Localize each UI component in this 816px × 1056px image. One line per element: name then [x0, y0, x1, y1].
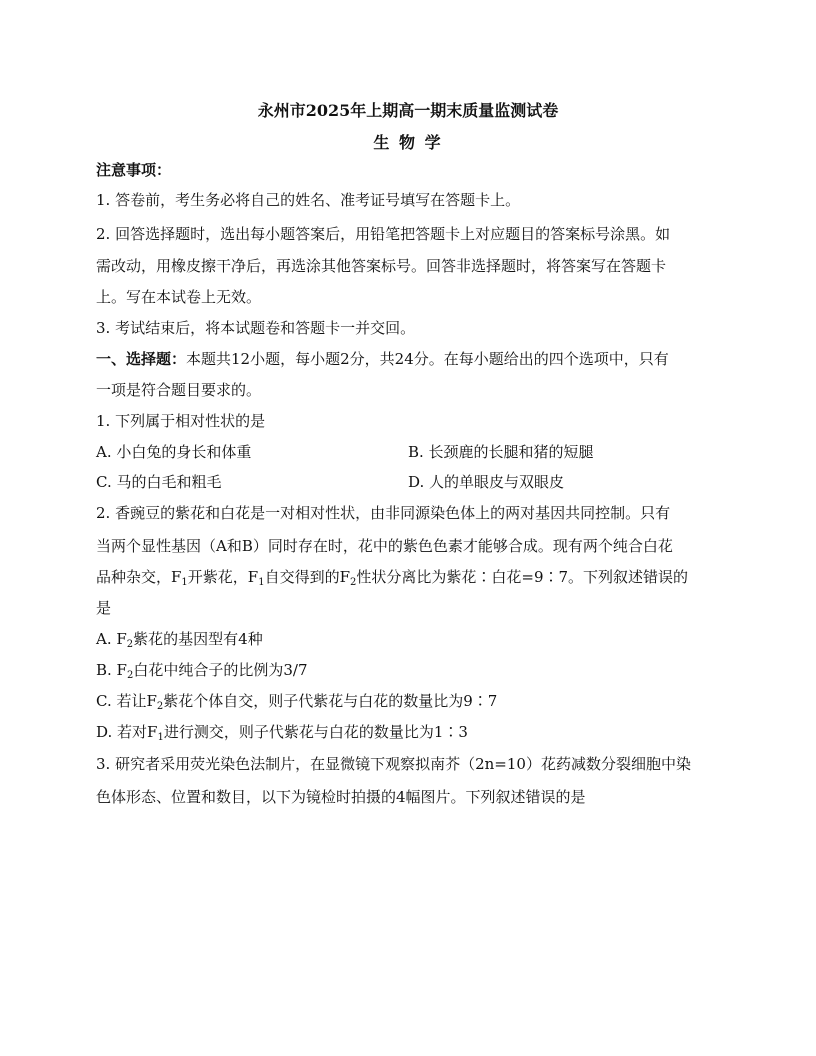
question-2-option-b: B. $F_2$白花中纯合子的比例为3/7 — [96, 661, 308, 681]
notice-heading: 注意事项： — [96, 161, 172, 179]
question-1-option-b: B. 长颈鹿的长腿和猪的短腿 — [408, 443, 594, 461]
notice-item-3: 3. 考试结束后，将本试题卷和答题卡一并交回。 — [96, 319, 416, 337]
question-2-option-a: A. $F_2$紫花的基因型有4种 — [96, 630, 263, 650]
exam-title: 永州市2025年上期高一期末质量监测试卷 — [257, 101, 559, 120]
question-2-line-2: 当两个显性基因（A和B）同时存在时，花中的紫色色素才能够合成。现有两个纯合白花 — [96, 537, 673, 555]
notice-item-2-line-3: 上。写在本试卷上无效。 — [96, 288, 262, 306]
question-1-stem: 1. 下列属于相对性状的是 — [96, 412, 266, 430]
question-2-line-1: 2. 香豌豆的紫花和白花是一对相对性状，由非同源染色体上的两对基因共同控制。只有 — [96, 504, 671, 522]
question-3-line-2: 色体形态、位置和数目，以下为镜检时拍摄的4幅图片。下列叙述错误的是 — [96, 788, 586, 806]
section-1-intro-line-2: 一项是符合题目要求的。 — [96, 381, 262, 399]
section-1-heading: 一、选择题： — [96, 350, 187, 368]
question-2-option-d: D. 若对$F_1$进行测交，则子代紫花与白花的数量比为1∶3 — [96, 723, 468, 743]
question-1-option-d: D. 人的单眼皮与双眼皮 — [408, 473, 565, 491]
notice-item-2-line-2: 需改动，用橡皮擦干净后，再选涂其他答案标号。回答非选择题时，将答案写在答题卡 — [96, 257, 667, 275]
question-3-line-1: 3. 研究者采用荧光染色法制片，在显微镜下观察拟南芥（2n=10）花药减数分裂细胞中染 — [96, 755, 691, 773]
section-1-intro: 一、选择题：本题共12小题，每小题2分，共24分。在每小题给出的四个选项中，只有 — [96, 350, 669, 368]
notice-item-1: 1. 答卷前，考生务必将自己的姓名、准考证号填写在答题卡上。 — [96, 191, 521, 209]
notice-item-2-line-1: 2. 回答选择题时，选出每小题答案后，用铅笔把答题卡上对应题目的答案标号涂黑。如 — [96, 225, 671, 243]
question-2-line-4: 是 — [96, 599, 112, 617]
question-1-option-a: A. 小白兔的身长和体重 — [96, 443, 252, 461]
subject-title: 生 物 学 — [373, 133, 443, 152]
question-2-line-3: 品种杂交，$F_1$开紫花，$F_1$自交得到的$F_2$性状分离比为紫花∶白花=9∶7。下列叙述错误的 — [96, 568, 689, 588]
question-2-option-c: C. 若让$F_2$紫花个体自交，则子代紫花与白花的数量比为9∶7 — [96, 692, 498, 712]
question-1-option-c: C. 马的白毛和粗毛 — [96, 473, 222, 491]
